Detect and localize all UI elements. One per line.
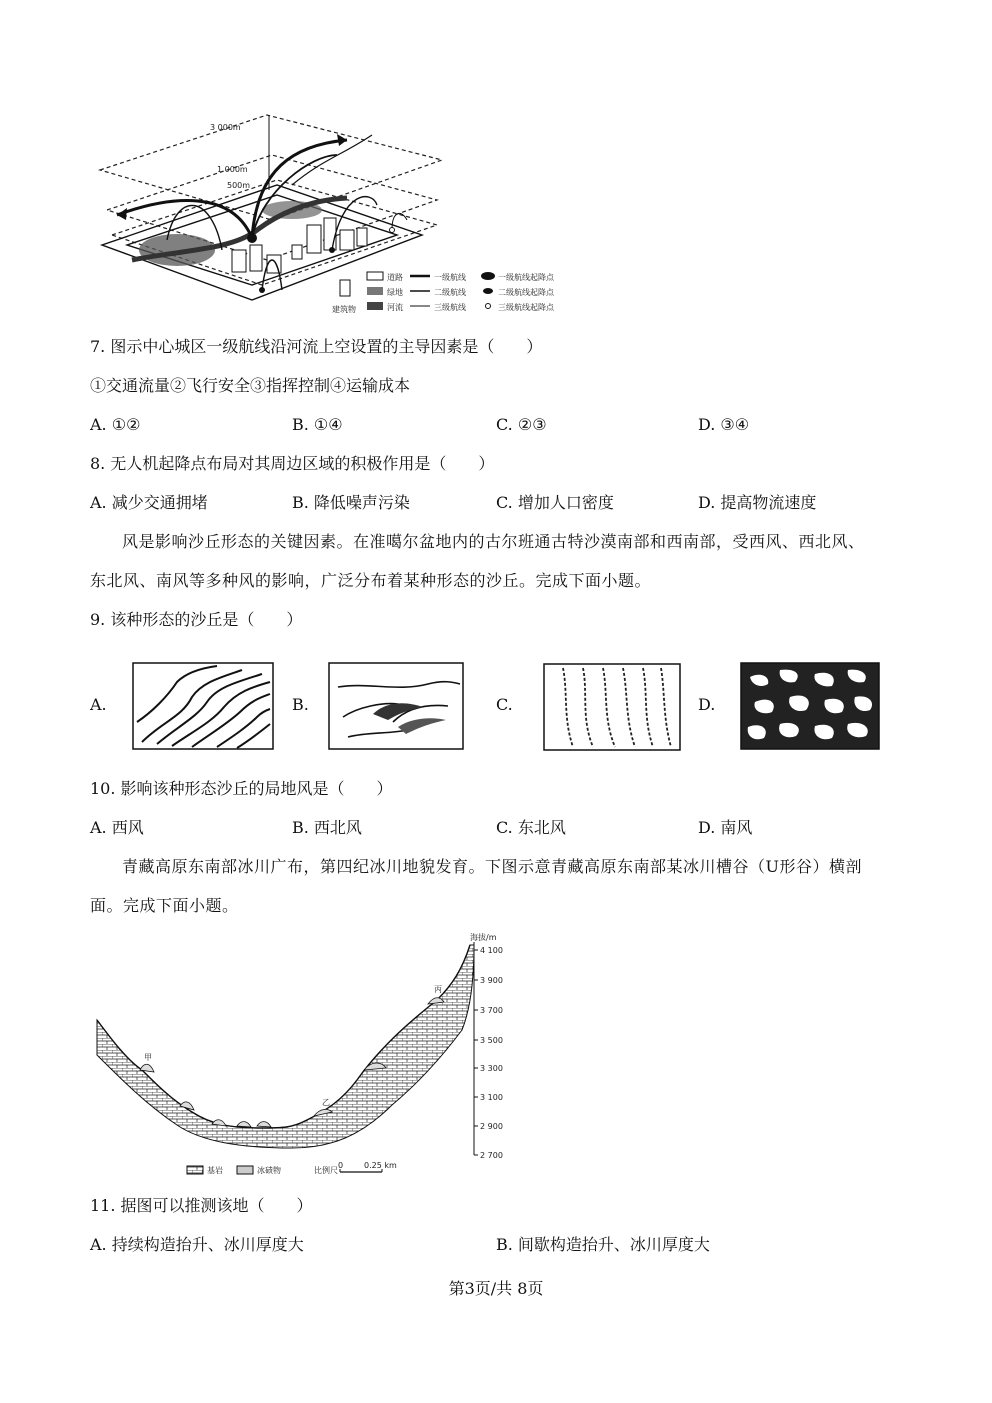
svg-text:0.25 km: 0.25 km xyxy=(364,1161,397,1170)
dune-passage-line1: 风是影响沙丘形态的关键因素。在准噶尔盆地内的古尔班通古特沙漠南部和西南部，受西风、西北风、 xyxy=(122,532,865,551)
q8-option-d: D. 提高物流速度 xyxy=(698,493,817,512)
alt-label-500: 500m xyxy=(227,181,251,190)
glacier-valley-profile xyxy=(92,930,507,1180)
svg-text:2 900: 2 900 xyxy=(480,1122,503,1131)
figure3-legend xyxy=(187,1161,397,1175)
q10-option-c: C. 东北风 xyxy=(496,818,566,837)
q9-label-c: C. xyxy=(496,695,513,714)
svg-text:3 300: 3 300 xyxy=(480,1064,503,1073)
svg-text:2 700: 2 700 xyxy=(480,1151,503,1160)
dune-image-c xyxy=(543,663,681,751)
q10-option-b: B. 西北风 xyxy=(292,818,362,837)
dune-image-b xyxy=(328,662,464,750)
q9-stem: 9. 该种形态的沙丘是（ ） xyxy=(90,610,303,629)
q11-option-a: A. 持续构造抬升、冰川厚度大 xyxy=(90,1235,304,1254)
svg-text:二级航线起降点: 二级航线起降点 xyxy=(498,288,554,297)
q10-stem: 10. 影响该种形态沙丘的局地风是（ ） xyxy=(90,779,393,798)
svg-text:4 100: 4 100 xyxy=(480,946,503,955)
q8-option-c: C. 增加人口密度 xyxy=(496,493,614,512)
svg-text:基岩: 基岩 xyxy=(207,1166,223,1175)
svg-text:二级航线: 二级航线 xyxy=(434,288,466,297)
svg-text:一级航线: 一级航线 xyxy=(434,273,466,282)
altitude-ticks xyxy=(474,946,503,1160)
q8-stem: 8. 无人机起降点布局对其周边区域的积极作用是（ ） xyxy=(90,454,495,473)
q7-option-b: B. ①④ xyxy=(292,415,343,434)
q8-option-a: A. 减少交通拥堵 xyxy=(90,493,208,512)
q11-option-b: B. 间歇构造抬升、冰川厚度大 xyxy=(496,1235,710,1254)
page-footer: 第3页/共 8页 xyxy=(448,1279,544,1298)
svg-text:一级航线起降点: 一级航线起降点 xyxy=(498,273,554,282)
svg-text:冰碛物: 冰碛物 xyxy=(257,1166,281,1175)
q8-option-b: B. 降低噪声污染 xyxy=(292,493,410,512)
q11-stem: 11. 据图可以推测该地（ ） xyxy=(90,1196,313,1215)
svg-text:比例尺: 比例尺 xyxy=(314,1166,338,1175)
point-yi: 乙 xyxy=(322,1098,330,1107)
svg-text:河流: 河流 xyxy=(387,303,403,312)
q9-label-b: B. xyxy=(292,695,309,714)
q7-items: ①交通流量②飞行安全③指挥控制④运输成本 xyxy=(90,376,411,395)
dune-image-a xyxy=(132,662,274,750)
drone-route-figure xyxy=(92,100,567,320)
alt-label-1000: 1 000m xyxy=(217,165,248,174)
svg-text:道路: 道路 xyxy=(387,273,403,282)
glacier-passage-line2: 面。完成下面小题。 xyxy=(90,896,239,915)
q10-option-d: D. 南风 xyxy=(698,818,753,837)
altitude-axis-title: 海拔/m xyxy=(470,933,497,942)
svg-text:建筑物: 建筑物 xyxy=(332,305,356,314)
glacier-passage-line1: 青藏高原东南部冰川广布，第四纪冰川地貌发育。下图示意青藏高原东南部某冰川槽谷（U形谷）横剖 xyxy=(122,857,862,876)
svg-text:0: 0 xyxy=(338,1161,344,1170)
alt-label-3000: 3 000m xyxy=(210,123,241,132)
dune-passage-line2: 东北风、南风等多种风的影响，广泛分布着某种形态的沙丘。完成下面小题。 xyxy=(90,571,652,590)
dune-image-d xyxy=(740,662,880,750)
svg-text:3 100: 3 100 xyxy=(480,1093,503,1102)
svg-text:绿地: 绿地 xyxy=(387,288,403,297)
q9-label-d: D. xyxy=(698,695,716,714)
q9-label-a: A. xyxy=(90,695,107,714)
q7-stem: 7. 图示中心城区一级航线沿河流上空设置的主导因素是（ ） xyxy=(90,337,543,356)
q10-option-a: A. 西风 xyxy=(90,818,144,837)
q7-option-d: D. ③④ xyxy=(698,415,750,434)
figure1-legend xyxy=(332,272,555,314)
q7-option-a: A. ①② xyxy=(90,415,141,434)
svg-text:3 700: 3 700 xyxy=(480,1006,503,1015)
svg-text:3 500: 3 500 xyxy=(480,1036,503,1045)
point-bing: 丙 xyxy=(434,985,442,994)
q7-option-c: C. ②③ xyxy=(496,415,547,434)
svg-text:三级航线起降点: 三级航线起降点 xyxy=(498,303,554,312)
svg-text:3 900: 3 900 xyxy=(480,976,503,985)
svg-text:三级航线: 三级航线 xyxy=(434,303,466,312)
point-jia: 甲 xyxy=(144,1053,152,1062)
